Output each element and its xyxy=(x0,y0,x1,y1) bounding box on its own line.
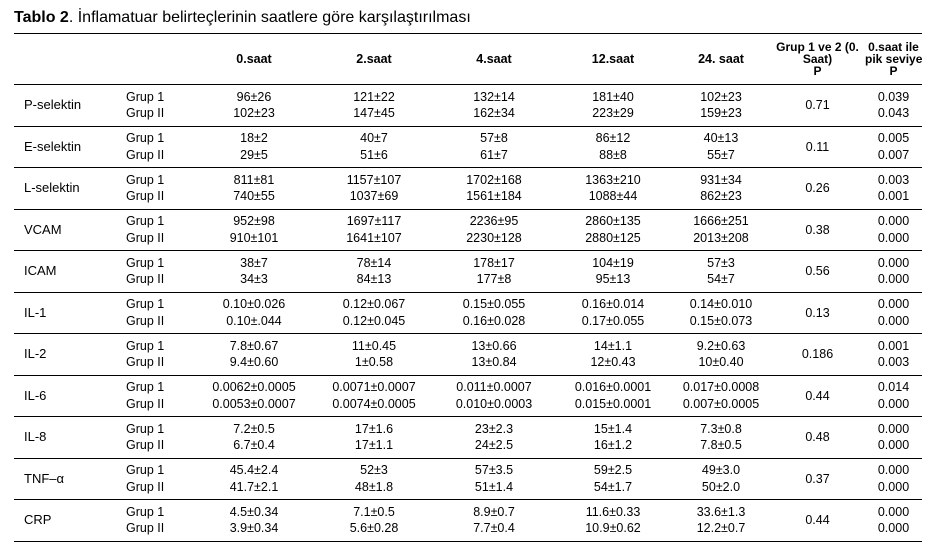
marker-name: VCAM xyxy=(24,221,62,237)
p-value-group: 0.38 xyxy=(805,222,830,237)
marker-name: CRP xyxy=(24,512,52,527)
p-value-group: 0.71 xyxy=(805,98,830,112)
p-value-peak: 0.005 0.007 xyxy=(877,131,910,162)
p-value-peak: 0.000 0.000 xyxy=(877,297,910,328)
value-time-24: 931±34 862±23 xyxy=(700,172,742,204)
group-labels: Grup 1 Grup II xyxy=(126,380,165,411)
p-value-group: 0.48 xyxy=(805,430,830,444)
value-time-0: 0.0062±0.0005 0.0053±0.0007 xyxy=(212,380,296,411)
p-value-group: 0.44 xyxy=(805,388,830,403)
value-time-0: 96±26 102±23 xyxy=(233,89,275,121)
header-time-0: 0.saat xyxy=(194,34,314,85)
marker-name: IL-2 xyxy=(24,346,47,361)
caption-prefix: Tablo 2 xyxy=(14,9,69,26)
p-value-peak: 0.000 0.000 xyxy=(877,255,910,287)
value-time-4: 57±8 61±7 xyxy=(480,131,508,162)
value-time-24: 40±13 55±7 xyxy=(703,131,739,162)
header-empty-name xyxy=(14,34,124,85)
table-row xyxy=(14,126,922,168)
value-time-2: 40±7 51±6 xyxy=(360,131,388,162)
group-labels: Grup 1 Grup II xyxy=(126,421,165,453)
value-time-0: 952±98 910±101 xyxy=(229,214,279,245)
p-value-group: 0.11 xyxy=(805,139,830,154)
header-p-group: Grup 1 ve 2 (0. Saat) P xyxy=(770,34,865,85)
value-time-24: 7.3±0.8 7.8±0.5 xyxy=(700,421,742,453)
value-time-0: 38±7 34±3 xyxy=(240,255,268,287)
group-labels: Grup 1 Grup II xyxy=(126,504,165,536)
table-row xyxy=(14,375,922,417)
value-time-24: 9.2±0.63 10±0.40 xyxy=(696,338,746,370)
value-time-12: 86±12 88±8 xyxy=(595,131,631,162)
p-value-group: 0.44 xyxy=(805,513,830,527)
marker-name: IL-6 xyxy=(24,387,47,403)
value-time-4: 0.15±0.055 0.16±0.028 xyxy=(462,297,526,328)
table-row xyxy=(14,292,922,334)
value-time-4: 1702±168 1561±184 xyxy=(466,172,522,204)
inflammatory-markers-table xyxy=(14,33,922,542)
value-time-2: 78±14 84±13 xyxy=(356,255,392,287)
value-time-24: 49±3.0 50±2.0 xyxy=(701,463,741,494)
value-time-4: 0.011±0.0007 0.010±0.0003 xyxy=(455,380,533,411)
value-time-0: 18±2 29±5 xyxy=(240,131,268,162)
value-time-0: 0.10±0.026 0.10±.044 xyxy=(222,297,286,328)
p-value-group: 0.56 xyxy=(805,264,830,278)
header-empty-group xyxy=(124,34,194,85)
table-row xyxy=(14,209,922,251)
value-time-0: 45.4±2.4 41.7±2.1 xyxy=(229,463,279,494)
group-labels: Grup 1 Grup II xyxy=(126,463,165,494)
value-time-4: 8.9±0.7 7.7±0.4 xyxy=(473,504,515,536)
value-time-24: 1666±251 2013±208 xyxy=(693,214,749,245)
table-caption xyxy=(14,9,471,27)
group-labels: Grup 1 Grup II xyxy=(126,214,165,245)
p-value-peak: 0.000 0.000 xyxy=(877,421,910,453)
table-row xyxy=(14,251,922,293)
p-value-peak: 0.000 0.000 xyxy=(877,504,910,536)
value-time-12: 181±40 223±29 xyxy=(592,89,634,121)
header-time-24: 24. saat xyxy=(672,34,770,85)
value-time-2: 0.12±0.067 0.12±0.045 xyxy=(342,297,406,328)
value-time-12: 2860±135 2880±125 xyxy=(585,214,641,245)
table-body xyxy=(14,85,922,542)
group-labels: Grup 1 Grup II xyxy=(126,89,165,121)
marker-name: IL-1 xyxy=(24,304,47,320)
value-time-12: 0.16±0.014 0.17±0.055 xyxy=(581,297,645,328)
table-row xyxy=(14,334,922,376)
value-time-2: 17±1.6 17±1.1 xyxy=(354,421,394,453)
value-time-2: 11±0.45 1±0.58 xyxy=(351,338,397,370)
p-value-peak: 0.014 0.000 xyxy=(877,380,910,411)
p-value-group: 0.37 xyxy=(805,471,830,486)
value-time-12: 15±1.4 16±1.2 xyxy=(593,421,633,453)
value-time-0: 7.8±0.67 9.4±0.60 xyxy=(229,338,279,370)
group-labels: Grup 1 Grup II xyxy=(126,255,165,287)
value-time-2: 52±3 48±1.8 xyxy=(354,463,394,494)
value-time-24: 33.6±1.3 12.2±0.7 xyxy=(696,504,746,536)
value-time-4: 57±3.5 51±1.4 xyxy=(474,463,514,494)
marker-name: ICAM xyxy=(24,263,57,278)
marker-name: P-selektin xyxy=(24,97,82,112)
caption-text: . İnflamatuar belirteçlerinin saatlere göre karşılaştırılması xyxy=(68,9,471,26)
p-value-peak: 0.000 0.000 xyxy=(877,463,910,494)
value-time-2: 7.1±0.5 5.6±0.28 xyxy=(349,504,399,536)
value-time-24: 0.017±0.0008 0.007±0.0005 xyxy=(682,380,760,411)
marker-name: E-selektin xyxy=(24,138,82,154)
table-row xyxy=(14,500,922,542)
table-row xyxy=(14,85,922,127)
header-time-4: 4.saat xyxy=(434,34,554,85)
table-row xyxy=(14,458,922,500)
marker-name: TNF–α xyxy=(24,470,65,486)
header-row xyxy=(14,34,922,85)
value-time-0: 811±81 740±55 xyxy=(233,172,275,204)
value-time-0: 7.2±0.5 6.7±0.4 xyxy=(233,421,275,453)
value-time-12: 104±19 95±13 xyxy=(592,255,634,287)
value-time-12: 14±1.1 12±0.43 xyxy=(590,338,636,370)
p-value-peak: 0.000 0.000 xyxy=(877,214,910,245)
marker-name: IL-8 xyxy=(24,429,47,444)
header-time-12: 12.saat xyxy=(554,34,672,85)
value-time-4: 13±0.66 13±0.84 xyxy=(471,338,517,370)
p-value-peak: 0.039 0.043 xyxy=(877,89,910,121)
value-time-24: 0.14±0.010 0.15±0.073 xyxy=(689,297,753,328)
value-time-12: 0.016±0.0001 0.015±0.0001 xyxy=(574,380,652,411)
value-time-4: 23±2.3 24±2.5 xyxy=(474,421,514,453)
p-value-group: 0.13 xyxy=(805,305,830,320)
value-time-2: 121±22 147±45 xyxy=(353,89,395,121)
group-labels: Grup 1 Grup II xyxy=(126,297,165,328)
table-row xyxy=(14,417,922,459)
value-time-24: 57±3 54±7 xyxy=(707,255,735,287)
group-labels: Grup 1 Grup II xyxy=(126,338,165,370)
value-time-4: 178±17 177±8 xyxy=(473,255,515,287)
value-time-2: 1697±117 1641±107 xyxy=(346,214,402,245)
header-p-peak: 0.saat ile pik seviye P xyxy=(865,34,922,85)
value-time-12: 11.6±0.33 10.9±0.62 xyxy=(585,504,641,536)
group-labels: Grup 1 Grup II xyxy=(126,131,165,162)
p-value-peak: 0.001 0.003 xyxy=(877,338,910,370)
p-value-group: 0.26 xyxy=(805,181,830,195)
p-value-peak: 0.003 0.001 xyxy=(877,172,910,204)
value-time-2: 0.0071±0.0007 0.0074±0.0005 xyxy=(332,380,416,411)
marker-name: L-selektin xyxy=(24,180,80,195)
value-time-4: 2236±95 2230±128 xyxy=(466,214,522,245)
header-time-2: 2.saat xyxy=(314,34,434,85)
group-labels: Grup 1 Grup II xyxy=(126,172,165,204)
value-time-4: 132±14 162±34 xyxy=(473,89,515,121)
value-time-2: 1157±107 1037±69 xyxy=(346,172,402,204)
value-time-12: 59±2.5 54±1.7 xyxy=(593,463,633,494)
p-value-group: 0.186 xyxy=(801,347,834,361)
value-time-12: 1363±210 1088±44 xyxy=(585,172,641,204)
value-time-24: 102±23 159±23 xyxy=(700,89,742,121)
table-row xyxy=(14,168,922,210)
value-time-0: 4.5±0.34 3.9±0.34 xyxy=(229,504,279,536)
